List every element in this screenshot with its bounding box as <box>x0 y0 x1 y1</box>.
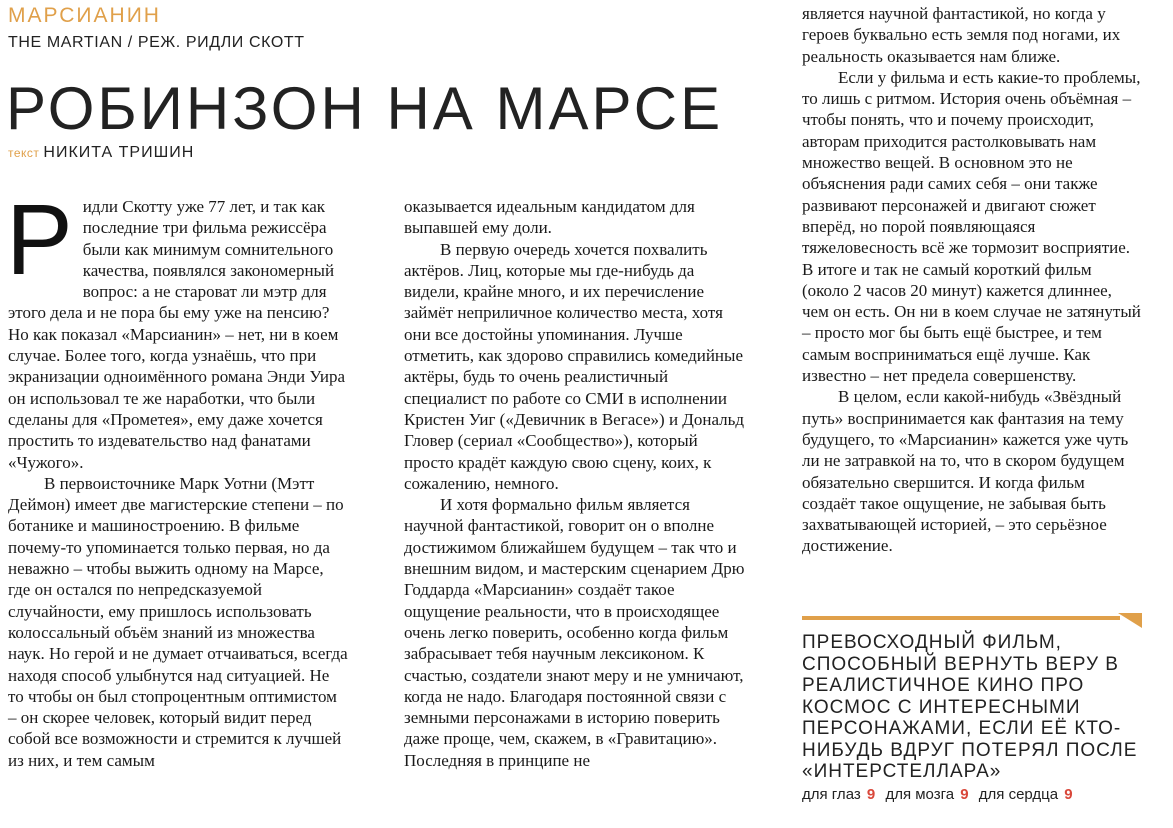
drop-cap: Р <box>6 184 73 296</box>
ratings-row <box>802 786 1162 803</box>
section-kicker: МАРСИАНИН <box>8 4 161 27</box>
rating-value: 9 <box>1064 786 1073 803</box>
article-paragraph: Если у фильма и есть какие-то проблемы, то лишь с ритмом. История очень объёмная – чтобы понять, что и почему происходит, авторам приходится растолковывать нам множество вещей. В основном это не объяснения ради самих себя – они также развивают персонажей и двигают сюжет вперёд, но порой появляющаяся тяжеловесность всё же тормозит восприятие. В итоге и так не самый короткий фильм (около 2 часов 20 минут) кажется длиннее, чем он есть. Он ни в коем случае не затянутый – просто мог бы быть ещё быстрее, и тем самым восприниматься ещё лучше. Как известно – нет предела совершенству. <box>802 67 1141 386</box>
byline-author: НИКИТА ТРИШИН <box>43 144 195 161</box>
verdict-text: ПРЕВОСХОДНЫЙ ФИЛЬМ, СПОСОБНЫЙ ВЕРНУТЬ ВЕРУ В РЕАЛИСТИЧНОЕ КИНО ПРО КОСМОС С ИНТЕРЕСНЫМИ ПЕРСОНАЖАМИ, ЕСЛИ ЕЁ КТО-НИБУДЬ ВДРУГ ПОТЕРЯЛ ПОСЛЕ «ИНТЕРСТЕЛЛАРА» <box>802 632 1138 782</box>
article-column-3 <box>802 3 1142 557</box>
byline <box>8 144 194 162</box>
article-paragraph: В первоисточнике Марк Уотни (Мэтт Деймон) имеет две магистерские степени – по ботанике и машиностроению. В фильме почему-то упоминается только первая, но да неважно – чтобы выжить одному на Марсе, где он остался по непредсказуемой случайности, ему пришлось использовать колоссальный объём знаний из множества наук. Но герой и не думает отчаиваться, всегда находя способ улыбнутся над ситуацией. Не то чтобы он был стопроцентным оптимистом – он скорее человек, который видит перед собой все возможности и стремится к лучшей из них, и тем самым <box>8 473 348 770</box>
article-column-1 <box>6 184 348 771</box>
rating-value: 9 <box>960 786 969 803</box>
rating-value: 9 <box>866 786 876 803</box>
article-paragraph: является научной фантастикой, но когда у героев буквально есть земля под ногами, их реальность оказывается нам ближе. <box>802 4 1121 66</box>
rating-label: для глаз <box>802 786 861 803</box>
article-paragraph: В первую очередь хочется похвалить актёров. Лиц, которые мы где-нибудь да видели, крайне много, и их перечисление займёт неприличное количество места, хотя они все достойны упоминания. Лучше отметить, как здорово справились комедийные актёры, будь то очень реалистичный специалист по работе со СМИ в исполнении Кристен Уиг («Девичник в Вегасе») и Дональд Гловер (сериал «Сообщество»), который просто крадёт каждую свою сцену, коих, к сожалению, немного. <box>404 239 745 493</box>
article-paragraph: В целом, если какой-нибудь «Звёздный путь» воспринимается как фантазия на тему будущего, то «Марсианин» кажется уже чуть ли не затравкой на то, что в скором будущем обязательно свершится. И когда фильм создаёт такое ощущение, не забывая быть захватывающей историей, – это серьёзное достижение. <box>802 387 1129 556</box>
film-subtitle: THE MARTIAN / РЕЖ. РИДЛИ СКОТТ <box>8 34 305 51</box>
paragraph-text: идли Скотту уже 77 лет, и так как последние три фильма режиссёра были как минимум сомнительного качества, появлялся закономерный вопрос: а не староват ли мэтр для этого дела и не пора бы ему уже на пенсию? Но как показал «Марсианин» – нет, ни в коем случае. Более того, когда узнаёшь, что при экранизации одноимённого романа Энди Уира он использовал те же наработки, что были сделаны для «Прометея», ему даже хочется простить то издевательство над фанатами «Чужого». <box>8 197 346 472</box>
rating-label: для сердца <box>978 786 1059 803</box>
article-paragraph <box>6 184 348 473</box>
verdict-divider <box>802 610 1142 628</box>
article-column-2 <box>404 196 746 771</box>
article-paragraph: оказывается идеальным кандидатом для выпавшей ему доли. <box>404 197 695 238</box>
article-paragraph: И хотя формально фильм является научной фантастикой, говорит он о вполне достижимом ближайшем будущем – так что и внешним видом, и мастерским сценарием Дрю Годдарда «Марсианин» создаёт такое ощущение реальности, что в происходящее очень легко поверить, особенно когда фильм забрасывает тебя научным лексиконом. К счастью, создатели знают меру и не умничают, когда не надо. Благодаря постоянной связи с земными персонажами в историю поверить даже проще, чем, скажем, в «Гравитацию». Последняя в принципе не <box>404 495 745 770</box>
byline-label: текст <box>8 146 40 160</box>
article-headline: РОБИНЗОН НА МАРСЕ <box>6 75 724 142</box>
rating-label: для мозга <box>885 786 955 803</box>
